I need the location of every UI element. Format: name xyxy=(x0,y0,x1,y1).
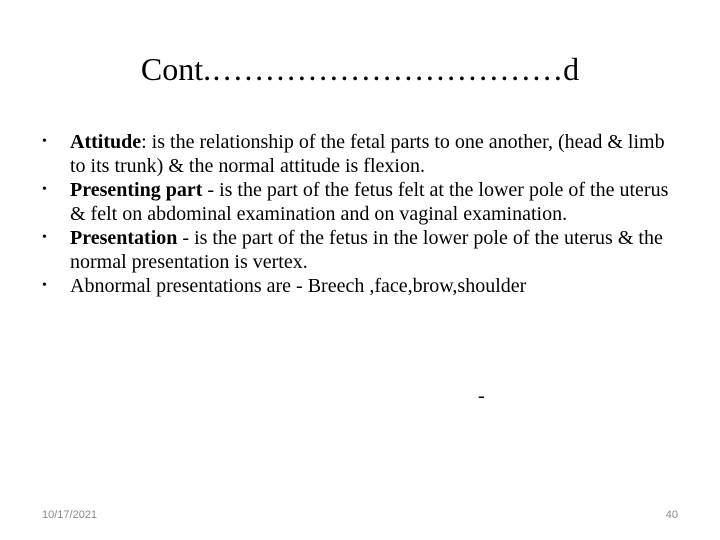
bullet-dot-icon: • xyxy=(42,278,47,293)
slide-title: Cont.……………………………d xyxy=(140,51,580,87)
bullet-term: Presentation xyxy=(70,227,183,249)
bullet-term: Attitude xyxy=(70,131,142,153)
bullet-text: : is the relationship of the fetal parts to one another, (head & limb to its trunk) & the normal attitude is flexion. xyxy=(70,131,665,177)
bullet-text: Abnormal presentations are - Breech ,face,brow,shoulder xyxy=(70,275,527,297)
bullet-dot-icon: • xyxy=(42,134,47,149)
bullet-item-presenting-part xyxy=(38,178,678,226)
bullet-item-abnormal-presentations xyxy=(38,274,678,298)
footer-page-number: 40 xyxy=(665,509,678,521)
bullet-item-attitude xyxy=(38,130,678,178)
bullet-text: - is the part of the fetus felt at the lower pole of the uterus & felt on abdominal examination and on vaginal examination. xyxy=(70,179,669,225)
bullet-dot-icon: • xyxy=(42,182,47,197)
bullet-list xyxy=(38,130,678,298)
trailing-dash: - xyxy=(478,385,485,407)
footer-date: 10/17/2021 xyxy=(42,509,98,521)
bullet-dot-icon: • xyxy=(42,230,47,245)
bullet-item-presentation xyxy=(38,226,678,274)
bullet-text: - is the part of the fetus in the lower pole of the uterus & the normal presentation is vertex. xyxy=(70,227,663,273)
bullet-term: Presenting part xyxy=(70,179,208,201)
